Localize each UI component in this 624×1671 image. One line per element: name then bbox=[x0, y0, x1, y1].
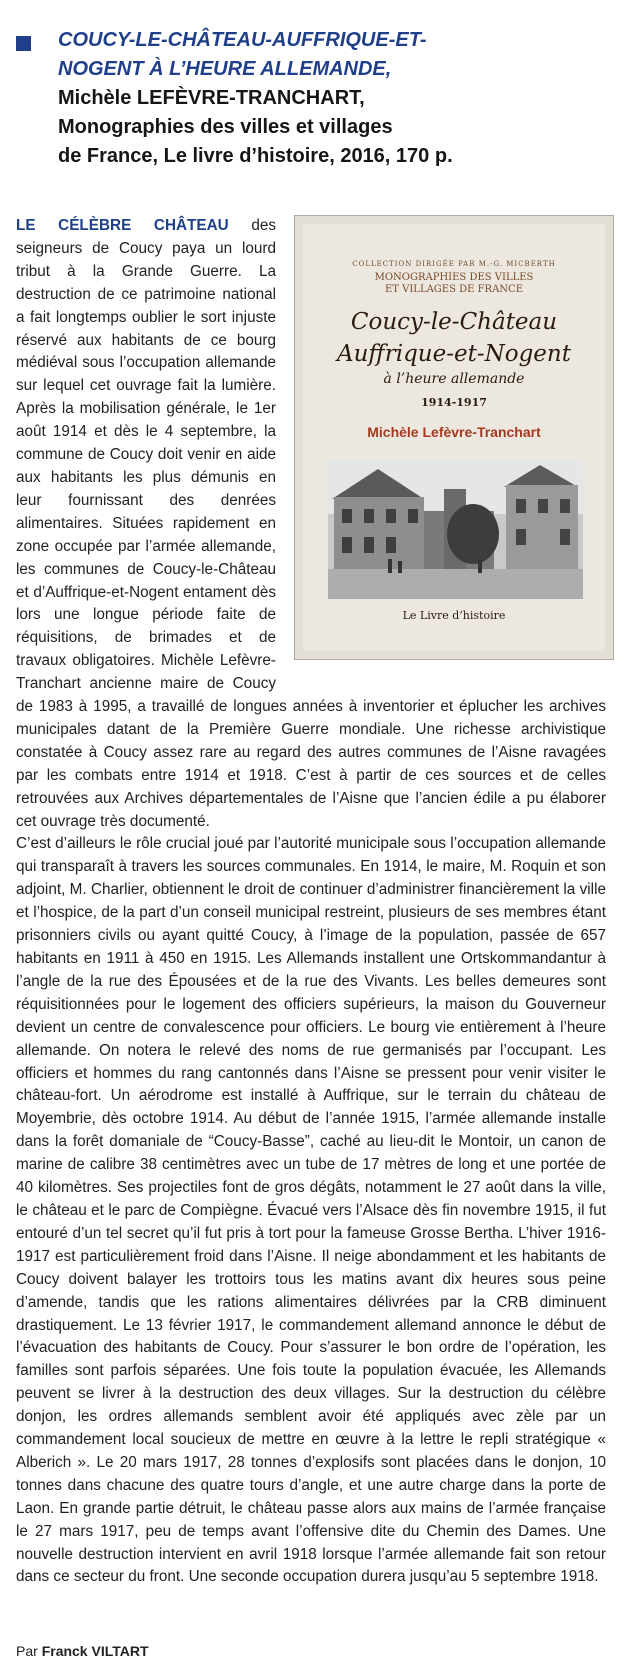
review-header bbox=[58, 26, 578, 171]
book-series-line-1: Monographies des villes et villages bbox=[58, 116, 393, 138]
cover-author: Michèle Lefèvre-Tranchart bbox=[367, 424, 541, 440]
book-title-line-1: COUCY-LE-CHÂTEAU-AUFFRIQUE-ET- bbox=[58, 29, 427, 51]
cover-series: COLLECTION DIRIGÉE PAR M.-G. MICBERTH bbox=[352, 260, 556, 268]
article-paragraph-1-text: des seigneurs de Coucy paya un lourd tribut à la Grande Guerre. La destruction de ce patrimoine national a fait longtemps oublier le sort injuste réservé aux habitants de ce bourg médiéval sous l’occupation allemande sur lequel cet ouvrage fait la lumière. Après la mobilisation générale, le 1er août 1914 et dès le 4 septembre, la commune de Coucy doit venir en aide aux habitants les plus démunis en leur fournissant des denrées alimentaires. Situées rapidement en zone occupée par l’armée allemande, les communes de Coucy-le-Château et d’Auffrique-et-Nogent entament dès lors une longue période faite de réquisitions, de brimades et de travaux obligatoires. Michèle Lefèvre-Tranchart ancienne maire de Coucy de 1983 à 1995, a travaillé de longues années à inventorier et éplucher les archives municipales datant de la Première Guerre mondiale. Une richesse archivistique constatée à Coucy assez rare au regard des autres communes de l’Aisne ravagées par les combats entre 1914 et 1918. C’est à partir de ces sources et de celles retrouvées aux Archives départementales de l’Aisne que l’ancien édile a pu élaborer cet ouvrage très documenté. bbox=[16, 217, 606, 830]
article-lead: LE CÉLÈBRE CHÂTEAU bbox=[16, 217, 229, 234]
cover-collection-line-1: MONOGRAPHIES DES VILLES bbox=[374, 272, 534, 283]
book-author: Michèle LEFÈVRE-TRANCHART, bbox=[58, 87, 365, 109]
cover-title-line-1: Coucy-le-Château bbox=[350, 309, 558, 335]
article-paragraph-2: C’est d’ailleurs le rôle crucial joué par l’autorité municipale sous l’occupation allemande qui transparaît à travers les sources communales. En 1914, le maire, M. Roquin et son adjoint, M. Charlier, obtiennent le droit de continuer d’administrer financièrement la ville et l’hospice, de la part d’un conseil municipal restreint, plusieurs de ses membres étant prisonniers civils ou ayant quitté Coucy, à l’image de la population, passée de 657 habitants en 1911 à 450 en 1915. Les Allemands installent une Ortskommandantur à l’angle de la rue des Épousées et de la rue des Vivants. Les belles demeures sont réquisitionnées pour le logement des officiers supérieurs, la maison du Gouverneur devient un centre de convalescence pour officiers. Le bourg vie entièrement à l’heure allemande. On notera le relevé des noms de rue germanisés par l’occupant. Les officiers et hommes du rang cantonnés dans l’Aisne se pressent pour venir visiter le château-fort. Un aérodrome est installé à Auffrique, sur le terrain du château de Moyembrie, dès octobre 1914. Au début de l’année 1915, l’armée allemande installe dans la forêt domaniale de “Coucy-Basse”, caché au lieu-dit le Montoir, un canon de marine de calibre 38 centimètres avec un tube de 17 mètres de long et une portée de 40 kilomètres. Ses projectiles font de gros dégâts, notamment le 27 août dans la ville, le château et le parc de Compiègne. Évacué vers l’Alsace dès fin novembre 1915, il fut entouré d’un tel secret qu’il fut pris à tort pour la fameuse Grosse Bertha. L’hiver 1916-1917 est particulièrement froid dans l’Aisne. Il neige abondamment et les habitants de Coucy doivent balayer les trottoirs tous les matins avant dix heures sous peine d’amende, tandis que les rations alimentaires délivrées par la CRB diminuent drastiquement. Le 13 février 1917, le commandement allemand annonce le début de l’évacuation des habitants de Coucy. Pour s’assurer le bon ordre de l’opération, les familles sont parfois séparées. Une fois toute la population évacuée, les Allemands peuvent se livrer à la destruction des deux villages. Sur la destruction du célèbre donjon, les ordres allemands semblent avoir été appliqués avec zèle par un commandement local soucieux de mettre en œuvre à la lettre le repli stratégique « Alberich ». Le 20 mars 1917, 28 tonnes d’explosifs sont placées dans le donjon, 10 tonnes dans chacune des quatre tours d’angle, et une autre charge dans la porte de Laon. En grande partie détruit, le château passe alors aux mains de l’armée française le 27 mars 1917, peu de temps avant l’offensive dite du Chemin des Dames. Une nouvelle destruction intervient en avril 1918 lorsque l’armée allemande fait son retour dans ce secteur du front. Une seconde occupation durera jusqu’au 5 septembre 1918. bbox=[16, 835, 606, 1586]
byline-author: Franck VILTART bbox=[41, 1643, 149, 1659]
cover-title-line-2: Auffrique-et-Nogent bbox=[337, 341, 571, 367]
cover-subtitle: à l’heure allemande bbox=[383, 371, 525, 387]
byline bbox=[16, 1643, 149, 1659]
section-marker bbox=[16, 36, 31, 51]
book-series-line-2: de France, Le livre d’histoire, 2016, 170 p. bbox=[58, 145, 453, 167]
article-body bbox=[16, 215, 606, 1589]
cover-collection-line-2: ET VILLAGES DE FRANCE bbox=[384, 284, 524, 295]
byline-prefix: Par bbox=[16, 1643, 38, 1659]
book-title-line-2: NOGENT À L’HEURE ALLEMANDE, bbox=[58, 58, 392, 80]
cover-years: 1914-1917 bbox=[421, 396, 487, 409]
cover-publisher: Le Livre d’histoire bbox=[402, 609, 506, 622]
